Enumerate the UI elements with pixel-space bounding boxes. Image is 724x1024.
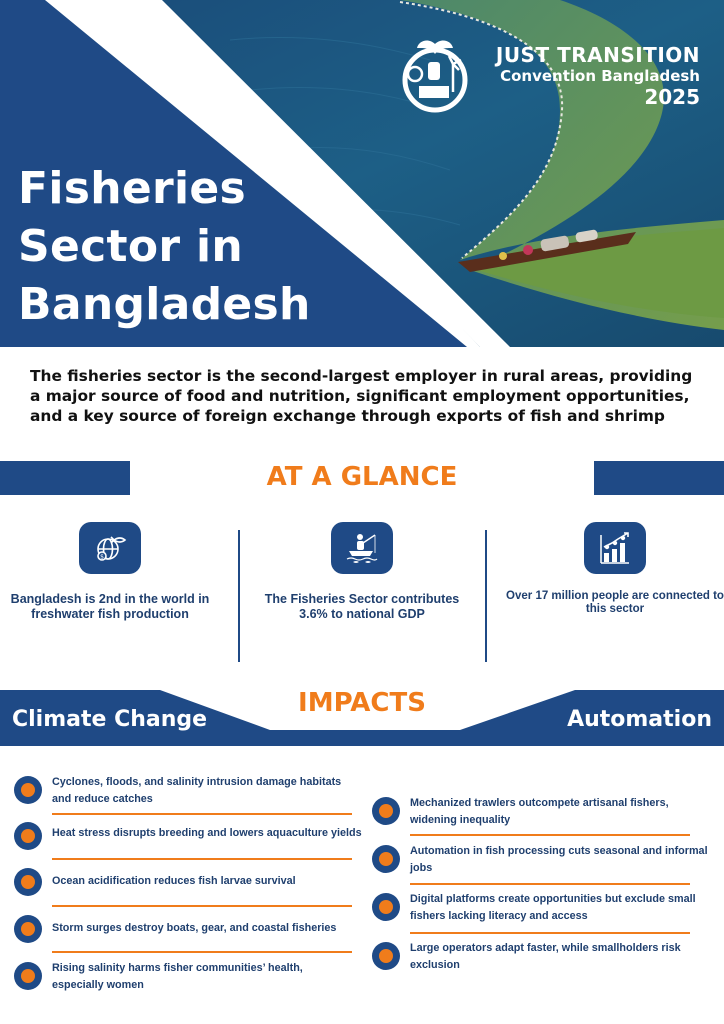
automation-item-text: Automation in fish processing cuts seasonal and informal jobs bbox=[410, 845, 708, 874]
stat-people bbox=[505, 522, 724, 616]
intro-paragraph: The fisheries sector is the second-largest employer in rural areas, providing a major source of food and nutrition, significant employment opportunities, and a key source of foreign exchange through exports of fish and shrimp bbox=[30, 367, 693, 425]
bullet-icon bbox=[372, 845, 400, 873]
brand-text bbox=[496, 44, 700, 108]
bullet-icon bbox=[372, 893, 400, 921]
stat-text-3: Over 17 million people are connected to this sector bbox=[506, 590, 724, 615]
stat-gdp bbox=[252, 522, 472, 622]
automation-item bbox=[372, 843, 712, 879]
just-transition-logo bbox=[395, 36, 475, 116]
automation-item bbox=[372, 795, 712, 831]
climate-item bbox=[14, 822, 362, 850]
climate-item bbox=[14, 915, 354, 943]
automation-item-text: Large operators adapt faster, while smallholders risk exclusion bbox=[410, 942, 681, 971]
svg-text:$: $ bbox=[100, 553, 104, 561]
climate-item-text: Heat stress disrupts breeding and lowers aquaculture yields bbox=[52, 827, 362, 839]
automation-item bbox=[372, 891, 712, 927]
title-line-2: Sector in bbox=[18, 221, 243, 272]
climate-item-text: Rising salinity harms fisher communities’ health, especially women bbox=[52, 962, 303, 991]
brand-year: 2025 bbox=[644, 85, 700, 109]
climate-item-text: Ocean acidification reduces fish larvae survival bbox=[52, 875, 296, 887]
climate-separator bbox=[52, 905, 352, 907]
impacts-heading: IMPACTS bbox=[298, 688, 426, 718]
climate-item bbox=[14, 774, 354, 810]
automation-separator bbox=[410, 834, 690, 836]
bullet-icon bbox=[372, 797, 400, 825]
glance-divider-1 bbox=[238, 530, 240, 662]
climate-separator bbox=[52, 858, 352, 860]
title-line-1: Fisheries bbox=[18, 163, 247, 214]
automation-label: Automation bbox=[567, 707, 712, 732]
growth-chart-icon bbox=[584, 522, 646, 574]
climate-item bbox=[14, 960, 354, 996]
globe-fish-icon bbox=[79, 522, 141, 574]
climate-change-label: Climate Change bbox=[12, 707, 208, 732]
climate-item-text: Cyclones, floods, and salinity intrusion damage habitats and reduce catches bbox=[52, 776, 342, 805]
bullet-icon bbox=[372, 942, 400, 970]
bullet-icon bbox=[14, 868, 42, 896]
automation-item-text: Mechanized trawlers outcompete artisanal fishers, widening inequality bbox=[410, 797, 669, 826]
climate-item bbox=[14, 868, 354, 896]
stat-text-2: The Fisheries Sector contributes 3.6% to national GDP bbox=[264, 592, 460, 621]
stat-text-1: Bangladesh is 2nd in the world in freshwater fish production bbox=[10, 592, 210, 621]
glance-heading: AT A GLANCE bbox=[266, 462, 458, 492]
automation-separator bbox=[410, 932, 690, 934]
glance-divider-2 bbox=[485, 530, 487, 662]
brand-line-1: JUST TRANSITION bbox=[495, 43, 700, 67]
climate-item-text: Storm surges destroy boats, gear, and coastal fisheries bbox=[52, 922, 337, 934]
bullet-icon bbox=[14, 962, 42, 990]
page-title bbox=[18, 160, 378, 334]
automation-item-text: Digital platforms create opportunities but exclude small fishers lacking literacy and access bbox=[410, 893, 696, 922]
brand-block bbox=[395, 36, 710, 116]
automation-separator bbox=[410, 883, 690, 885]
bullet-icon bbox=[14, 776, 42, 804]
bullet-icon bbox=[14, 915, 42, 943]
brand-line-2: Convention Bangladesh bbox=[500, 67, 700, 85]
stat-world-rank bbox=[0, 522, 220, 622]
fisher-boat-icon bbox=[331, 522, 393, 574]
title-line-3: Bangladesh bbox=[18, 279, 311, 330]
climate-separator bbox=[52, 813, 352, 815]
climate-separator bbox=[52, 951, 352, 953]
hero-banner bbox=[0, 0, 724, 347]
automation-item bbox=[372, 940, 712, 976]
bullet-icon bbox=[14, 822, 42, 850]
